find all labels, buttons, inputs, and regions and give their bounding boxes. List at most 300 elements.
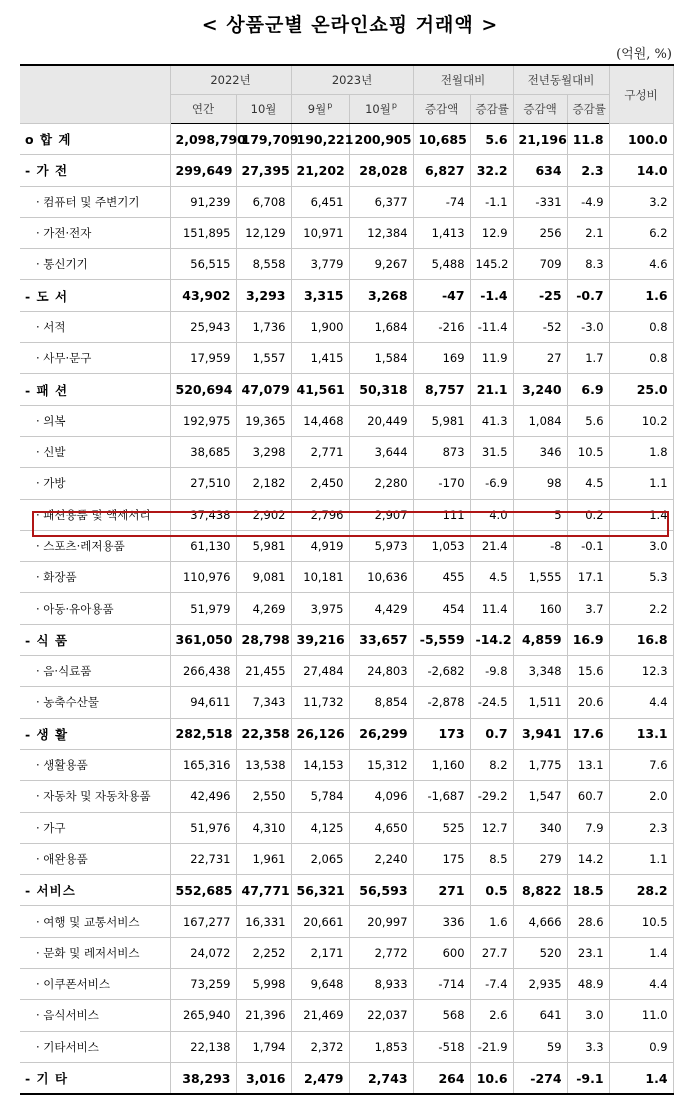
table-cell: 10,636 bbox=[349, 562, 413, 593]
table-cell: 5,998 bbox=[236, 969, 291, 1000]
table-cell: -2,682 bbox=[413, 656, 470, 687]
table-cell: 520,694 bbox=[170, 374, 236, 405]
table-cell: 3,975 bbox=[291, 593, 349, 624]
table-cell: 11.0 bbox=[609, 1000, 673, 1031]
table-cell: 3.7 bbox=[567, 593, 609, 624]
table-cell: 4.5 bbox=[470, 562, 513, 593]
table-cell: 7,343 bbox=[236, 687, 291, 718]
table-cell: 3,348 bbox=[513, 656, 567, 687]
row-label: · 가방 bbox=[20, 468, 170, 499]
table-cell: 12,384 bbox=[349, 217, 413, 248]
table-cell: 8.3 bbox=[567, 249, 609, 280]
table-cell: -25 bbox=[513, 280, 567, 311]
table-cell: 23.1 bbox=[567, 937, 609, 968]
header-year-2023: 2023년 bbox=[291, 65, 413, 95]
table-cell: 873 bbox=[413, 436, 470, 467]
table-cell: 2.3 bbox=[609, 812, 673, 843]
table-cell: 27.7 bbox=[470, 937, 513, 968]
table-cell: 1,413 bbox=[413, 217, 470, 248]
table-cell: 336 bbox=[413, 906, 470, 937]
table-cell: 16,331 bbox=[236, 906, 291, 937]
row-label: · 통신기기 bbox=[20, 249, 170, 280]
row-label: - 기 타 bbox=[20, 1062, 170, 1094]
table-cell: 2.1 bbox=[567, 217, 609, 248]
table-cell: -4.9 bbox=[567, 186, 609, 217]
table-cell: 21.4 bbox=[470, 530, 513, 561]
table-row bbox=[20, 1031, 673, 1062]
row-label: · 가전·전자 bbox=[20, 217, 170, 248]
table-cell: 4,919 bbox=[291, 530, 349, 561]
table-cell: 59 bbox=[513, 1031, 567, 1062]
table-cell: 32.2 bbox=[470, 155, 513, 186]
table-row bbox=[20, 124, 673, 155]
table-cell: 0.8 bbox=[609, 311, 673, 342]
table-row bbox=[20, 374, 673, 405]
table-row bbox=[20, 875, 673, 906]
table-cell: 0.2 bbox=[567, 499, 609, 530]
table-cell: 1.6 bbox=[470, 906, 513, 937]
table-cell: 2,479 bbox=[291, 1062, 349, 1094]
table-cell: 6.2 bbox=[609, 217, 673, 248]
table-row bbox=[20, 937, 673, 968]
row-label: · 음·식료품 bbox=[20, 656, 170, 687]
table-cell: -8 bbox=[513, 530, 567, 561]
header-year-2022: 2022년 bbox=[170, 65, 291, 95]
table-cell: 56,321 bbox=[291, 875, 349, 906]
table-cell: 2.6 bbox=[470, 1000, 513, 1031]
table-cell: 1,736 bbox=[236, 311, 291, 342]
table-cell: 169 bbox=[413, 343, 470, 374]
unit-label: (억원, %) bbox=[616, 47, 672, 62]
table-cell: 15.6 bbox=[567, 656, 609, 687]
table-cell: -1,687 bbox=[413, 781, 470, 812]
row-label: · 아동·유아용품 bbox=[20, 593, 170, 624]
table-cell: 8,854 bbox=[349, 687, 413, 718]
table-cell: 3,315 bbox=[291, 280, 349, 311]
table-cell: 167,277 bbox=[170, 906, 236, 937]
table-cell: 3.3 bbox=[567, 1031, 609, 1062]
table-cell: 6,451 bbox=[291, 186, 349, 217]
table-cell: 3,268 bbox=[349, 280, 413, 311]
table-cell: 110,976 bbox=[170, 562, 236, 593]
table-cell: 94,611 bbox=[170, 687, 236, 718]
table-cell: 1.6 bbox=[609, 280, 673, 311]
table-cell: 1.4 bbox=[609, 937, 673, 968]
table-row bbox=[20, 499, 673, 530]
table-row bbox=[20, 687, 673, 718]
table-cell: 282,518 bbox=[170, 718, 236, 749]
table-cell: 190,221 bbox=[291, 124, 349, 155]
table-cell: 145.2 bbox=[470, 249, 513, 280]
table-cell: 41,561 bbox=[291, 374, 349, 405]
table-cell: 634 bbox=[513, 155, 567, 186]
header-yoy: 전년동월대비 bbox=[513, 65, 609, 95]
table-row bbox=[20, 656, 673, 687]
table-cell: -1.4 bbox=[470, 280, 513, 311]
table-row bbox=[20, 436, 673, 467]
table-cell: -518 bbox=[413, 1031, 470, 1062]
table-cell: 11.4 bbox=[470, 593, 513, 624]
table-cell: 2,450 bbox=[291, 468, 349, 499]
table-cell: 0.9 bbox=[609, 1031, 673, 1062]
table-cell: 13.1 bbox=[567, 749, 609, 780]
table-cell: 12.7 bbox=[470, 812, 513, 843]
table-cell: 264 bbox=[413, 1062, 470, 1094]
table-row bbox=[20, 1062, 673, 1094]
table-cell: 7.6 bbox=[609, 749, 673, 780]
table-cell: 340 bbox=[513, 812, 567, 843]
table-cell: 28.6 bbox=[567, 906, 609, 937]
table-cell: 4,650 bbox=[349, 812, 413, 843]
table-cell: 346 bbox=[513, 436, 567, 467]
table-cell: 17.6 bbox=[567, 718, 609, 749]
table-cell: -331 bbox=[513, 186, 567, 217]
table-cell: 20,997 bbox=[349, 906, 413, 937]
table-cell: 21,469 bbox=[291, 1000, 349, 1031]
table-cell: 25.0 bbox=[609, 374, 673, 405]
table-cell: 27,510 bbox=[170, 468, 236, 499]
table-cell: 568 bbox=[413, 1000, 470, 1031]
table-row bbox=[20, 812, 673, 843]
row-label: · 음식서비스 bbox=[20, 1000, 170, 1031]
table-cell: -0.7 bbox=[567, 280, 609, 311]
table-cell: 12.9 bbox=[470, 217, 513, 248]
table-cell: 179,709 bbox=[236, 124, 291, 155]
table-cell: 18.5 bbox=[567, 875, 609, 906]
table-cell: 3,293 bbox=[236, 280, 291, 311]
table-cell: 4.5 bbox=[567, 468, 609, 499]
table-cell: 5.3 bbox=[609, 562, 673, 593]
table-cell: 25,943 bbox=[170, 311, 236, 342]
table-cell: 10,181 bbox=[291, 562, 349, 593]
table-cell: 26,126 bbox=[291, 718, 349, 749]
table-cell: -170 bbox=[413, 468, 470, 499]
table-cell: -3.0 bbox=[567, 311, 609, 342]
table-cell: 39,216 bbox=[291, 624, 349, 655]
table-cell: 1,794 bbox=[236, 1031, 291, 1062]
table-cell: 1,775 bbox=[513, 749, 567, 780]
table-cell: 160 bbox=[513, 593, 567, 624]
table-cell: 1.8 bbox=[609, 436, 673, 467]
table-row bbox=[20, 155, 673, 186]
table-cell: 4,125 bbox=[291, 812, 349, 843]
table-cell: 454 bbox=[413, 593, 470, 624]
row-label: · 패션용품 및 액세서리 bbox=[20, 499, 170, 530]
table-cell: 520 bbox=[513, 937, 567, 968]
table-cell: 2,550 bbox=[236, 781, 291, 812]
table-cell: 8,933 bbox=[349, 969, 413, 1000]
table-cell: -29.2 bbox=[470, 781, 513, 812]
table-cell: -714 bbox=[413, 969, 470, 1000]
table-row bbox=[20, 249, 673, 280]
table-cell: 1,160 bbox=[413, 749, 470, 780]
table-cell: 91,239 bbox=[170, 186, 236, 217]
row-label: - 패 션 bbox=[20, 374, 170, 405]
table-cell: 21,202 bbox=[291, 155, 349, 186]
table-cell: 17,959 bbox=[170, 343, 236, 374]
table-cell: -6.9 bbox=[470, 468, 513, 499]
table-cell: 27,395 bbox=[236, 155, 291, 186]
table-row bbox=[20, 749, 673, 780]
header-corner bbox=[20, 65, 170, 124]
table-cell: 9,081 bbox=[236, 562, 291, 593]
table-row bbox=[20, 311, 673, 342]
table-cell: 56,515 bbox=[170, 249, 236, 280]
table-cell: 455 bbox=[413, 562, 470, 593]
row-label: · 농축수산물 bbox=[20, 687, 170, 718]
table-cell: 14.0 bbox=[609, 155, 673, 186]
row-label: · 서적 bbox=[20, 311, 170, 342]
table-cell: 9,648 bbox=[291, 969, 349, 1000]
table-cell: 1,415 bbox=[291, 343, 349, 374]
header-oct-2023: 10월$^p$ bbox=[349, 95, 413, 124]
table-cell: 1,053 bbox=[413, 530, 470, 561]
table-cell: 2,240 bbox=[349, 843, 413, 874]
table-cell: 11.8 bbox=[567, 124, 609, 155]
table-row bbox=[20, 562, 673, 593]
table-cell: 641 bbox=[513, 1000, 567, 1031]
table-cell: 37,438 bbox=[170, 499, 236, 530]
table-cell: 0.5 bbox=[470, 875, 513, 906]
table-cell: 43,902 bbox=[170, 280, 236, 311]
table-cell: 48.9 bbox=[567, 969, 609, 1000]
row-label: · 여행 및 교통서비스 bbox=[20, 906, 170, 937]
table-cell: 265,940 bbox=[170, 1000, 236, 1031]
table-cell: 98 bbox=[513, 468, 567, 499]
table-cell: 173 bbox=[413, 718, 470, 749]
table-cell: 47,771 bbox=[236, 875, 291, 906]
table-row bbox=[20, 186, 673, 217]
table-cell: 4,096 bbox=[349, 781, 413, 812]
table-cell: 8,822 bbox=[513, 875, 567, 906]
table-cell: 8.2 bbox=[470, 749, 513, 780]
table-cell: 42,496 bbox=[170, 781, 236, 812]
table-cell: 4.0 bbox=[470, 499, 513, 530]
row-label: · 화장품 bbox=[20, 562, 170, 593]
table-cell: 5,488 bbox=[413, 249, 470, 280]
table-cell: 1,557 bbox=[236, 343, 291, 374]
row-label: · 컴퓨터 및 주변기기 bbox=[20, 186, 170, 217]
table-cell: 11,732 bbox=[291, 687, 349, 718]
table-cell: 61,130 bbox=[170, 530, 236, 561]
table-cell: 31.5 bbox=[470, 436, 513, 467]
table-cell: 192,975 bbox=[170, 405, 236, 436]
table-row bbox=[20, 217, 673, 248]
table-cell: 8.5 bbox=[470, 843, 513, 874]
table-cell: 1.7 bbox=[567, 343, 609, 374]
table-cell: 1,684 bbox=[349, 311, 413, 342]
table-cell: 299,649 bbox=[170, 155, 236, 186]
table-cell: 1.4 bbox=[609, 1062, 673, 1094]
table-cell: 27,484 bbox=[291, 656, 349, 687]
table-cell: -2,878 bbox=[413, 687, 470, 718]
table-cell: 4,859 bbox=[513, 624, 567, 655]
table-cell: 14,468 bbox=[291, 405, 349, 436]
table-cell: -11.4 bbox=[470, 311, 513, 342]
table-cell: 3,298 bbox=[236, 436, 291, 467]
table-cell: 51,976 bbox=[170, 812, 236, 843]
table-cell: 3.0 bbox=[609, 530, 673, 561]
table-cell: 1.4 bbox=[609, 499, 673, 530]
table-cell: 22,731 bbox=[170, 843, 236, 874]
table-cell: 3,941 bbox=[513, 718, 567, 749]
row-label: · 문화 및 레저서비스 bbox=[20, 937, 170, 968]
row-label: · 의복 bbox=[20, 405, 170, 436]
table-cell: 200,905 bbox=[349, 124, 413, 155]
table-cell: 1,511 bbox=[513, 687, 567, 718]
header-mom-rate: 증감률 bbox=[470, 95, 513, 124]
table-cell: 22,138 bbox=[170, 1031, 236, 1062]
table-row bbox=[20, 843, 673, 874]
table-cell: 14,153 bbox=[291, 749, 349, 780]
table-cell: 3,644 bbox=[349, 436, 413, 467]
table-cell: 2,372 bbox=[291, 1031, 349, 1062]
row-label: o 합 계 bbox=[20, 124, 170, 155]
table-cell: 60.7 bbox=[567, 781, 609, 812]
table-cell: 56,593 bbox=[349, 875, 413, 906]
table-cell: 5 bbox=[513, 499, 567, 530]
table-cell: 1,084 bbox=[513, 405, 567, 436]
row-label: · 이쿠폰서비스 bbox=[20, 969, 170, 1000]
table-cell: 21.1 bbox=[470, 374, 513, 405]
table-cell: 26,299 bbox=[349, 718, 413, 749]
table-cell: 14.2 bbox=[567, 843, 609, 874]
table-cell: 20,661 bbox=[291, 906, 349, 937]
table-row bbox=[20, 343, 673, 374]
header-share: 구성비 bbox=[609, 65, 673, 124]
table-cell: 2,772 bbox=[349, 937, 413, 968]
table-cell: 2,252 bbox=[236, 937, 291, 968]
table-cell: -0.1 bbox=[567, 530, 609, 561]
table-cell: 4,269 bbox=[236, 593, 291, 624]
table-cell: 4.4 bbox=[609, 969, 673, 1000]
table-cell: 4,310 bbox=[236, 812, 291, 843]
table-cell: 2.0 bbox=[609, 781, 673, 812]
row-label: · 애완용품 bbox=[20, 843, 170, 874]
table-cell: 10,971 bbox=[291, 217, 349, 248]
table-cell: 1,961 bbox=[236, 843, 291, 874]
table-cell: 100.0 bbox=[609, 124, 673, 155]
table-cell: 10.5 bbox=[609, 906, 673, 937]
table-row bbox=[20, 718, 673, 749]
table-row bbox=[20, 468, 673, 499]
table-cell: 2,771 bbox=[291, 436, 349, 467]
table-cell: 8,558 bbox=[236, 249, 291, 280]
table-cell: -52 bbox=[513, 311, 567, 342]
table-cell: 24,803 bbox=[349, 656, 413, 687]
table-cell: 175 bbox=[413, 843, 470, 874]
row-label: · 자동차 및 자동차용품 bbox=[20, 781, 170, 812]
header-mom: 전월대비 bbox=[413, 65, 513, 95]
table-cell: 22,358 bbox=[236, 718, 291, 749]
table-cell: 279 bbox=[513, 843, 567, 874]
table-cell: 0.8 bbox=[609, 343, 673, 374]
table-row bbox=[20, 624, 673, 655]
table-cell: 8,757 bbox=[413, 374, 470, 405]
table-cell: -274 bbox=[513, 1062, 567, 1094]
table-cell: 256 bbox=[513, 217, 567, 248]
table-cell: 17.1 bbox=[567, 562, 609, 593]
table-cell: 2,935 bbox=[513, 969, 567, 1000]
table-cell: 3.2 bbox=[609, 186, 673, 217]
table-cell: 6,827 bbox=[413, 155, 470, 186]
row-label: · 생활용품 bbox=[20, 749, 170, 780]
table-row bbox=[20, 906, 673, 937]
table-cell: 2,796 bbox=[291, 499, 349, 530]
table-cell: 1,547 bbox=[513, 781, 567, 812]
table-cell: 21,455 bbox=[236, 656, 291, 687]
table-cell: 16.8 bbox=[609, 624, 673, 655]
table-cell: 4,666 bbox=[513, 906, 567, 937]
table-cell: 3,779 bbox=[291, 249, 349, 280]
table-cell: 10.6 bbox=[470, 1062, 513, 1094]
table-cell: 600 bbox=[413, 937, 470, 968]
table-cell: 1,853 bbox=[349, 1031, 413, 1062]
table-row bbox=[20, 1000, 673, 1031]
table-cell: -9.1 bbox=[567, 1062, 609, 1094]
row-label: · 스포츠·레저용품 bbox=[20, 530, 170, 561]
table-cell: 271 bbox=[413, 875, 470, 906]
table-cell: 10,685 bbox=[413, 124, 470, 155]
header-annual: 연간 bbox=[170, 95, 236, 124]
table-cell: 10.2 bbox=[609, 405, 673, 436]
table-cell: 20.6 bbox=[567, 687, 609, 718]
page-title: < 상품군별 온라인쇼핑 거래액 > bbox=[201, 14, 499, 36]
table-cell: 10.5 bbox=[567, 436, 609, 467]
table-cell: 525 bbox=[413, 812, 470, 843]
table-cell: 266,438 bbox=[170, 656, 236, 687]
table-cell: 1.1 bbox=[609, 843, 673, 874]
table-cell: 13.1 bbox=[609, 718, 673, 749]
shopping-transaction-table bbox=[20, 64, 674, 1095]
table-cell: -7.4 bbox=[470, 969, 513, 1000]
table-cell: 38,293 bbox=[170, 1062, 236, 1094]
row-label: - 생 활 bbox=[20, 718, 170, 749]
table-cell: -74 bbox=[413, 186, 470, 217]
table-cell: 28,028 bbox=[349, 155, 413, 186]
table-cell: 47,079 bbox=[236, 374, 291, 405]
table-cell: 15,312 bbox=[349, 749, 413, 780]
table-cell: 2,907 bbox=[349, 499, 413, 530]
table-cell: -14.2 bbox=[470, 624, 513, 655]
table-cell: 24,072 bbox=[170, 937, 236, 968]
table-cell: 22,037 bbox=[349, 1000, 413, 1031]
row-label: - 서비스 bbox=[20, 875, 170, 906]
table-cell: 709 bbox=[513, 249, 567, 280]
header-oct-2022: 10월 bbox=[236, 95, 291, 124]
table-cell: 5,973 bbox=[349, 530, 413, 561]
table-cell: 50,318 bbox=[349, 374, 413, 405]
table-cell: 2.2 bbox=[609, 593, 673, 624]
table-cell: 41.3 bbox=[470, 405, 513, 436]
table-row bbox=[20, 405, 673, 436]
table-cell: 6.9 bbox=[567, 374, 609, 405]
table-cell: 12.3 bbox=[609, 656, 673, 687]
table-cell: 20,449 bbox=[349, 405, 413, 436]
table-cell: 13,538 bbox=[236, 749, 291, 780]
table-cell: 111 bbox=[413, 499, 470, 530]
row-label: · 사무·문구 bbox=[20, 343, 170, 374]
table-cell: 5,981 bbox=[413, 405, 470, 436]
table-cell: 27 bbox=[513, 343, 567, 374]
row-label: · 가구 bbox=[20, 812, 170, 843]
header-mom-amount: 증감액 bbox=[413, 95, 470, 124]
header-yoy-amount: 증감액 bbox=[513, 95, 567, 124]
table-cell: 1.1 bbox=[609, 468, 673, 499]
table-cell: 12,129 bbox=[236, 217, 291, 248]
row-label: · 기타서비스 bbox=[20, 1031, 170, 1062]
table-cell: 3.0 bbox=[567, 1000, 609, 1031]
